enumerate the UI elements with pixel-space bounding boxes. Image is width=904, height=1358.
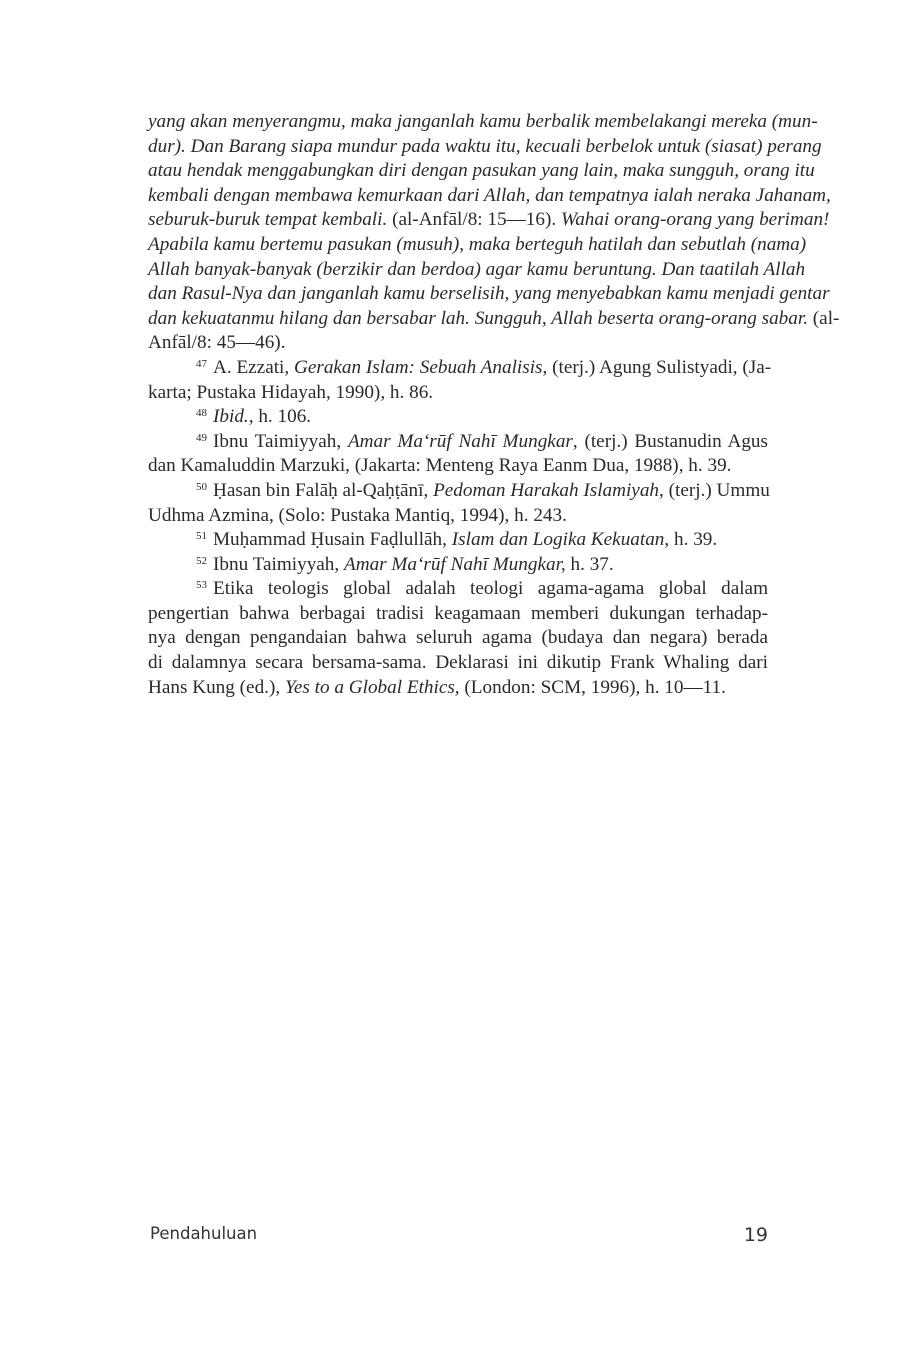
quote-line: Anfāl/8: 45—46). (148, 332, 286, 354)
quote-line: seburuk-buruk tempat kembali. (al-Anfāl/8: 15—16). Wahai orang-orang yang beriman! (148, 209, 830, 231)
quote-line: Apabila kamu bertemu pasukan (musuh), maka berteguh hatilah dan sebutlah (nama) (148, 233, 807, 255)
footnote-51: $^{51}$ Muḥammad Ḥusain Faḍlullāh, Islam dan Logika Kekuatan, h. 39. (196, 529, 718, 551)
quote-line: dan kekuatanmu hilang dan bersabar lah. Sungguh, Allah beserta orang-orang sabar. (al- (148, 307, 840, 329)
quote-line: yang akan menyerangmu, maka janganlah kamu berbalik membelakangi mereka (mun- (148, 111, 818, 132)
footnote-47-cont: karta; Pustaka Hidayah, 1990), h. 86. (148, 381, 434, 403)
quote-line: dur). Dan Barang siapa mundur pada waktu itu, kecuali berbelok untuk (siasat) perang (148, 135, 822, 157)
footnote-47: $^{47}$ A. Ezzati, Gerakan Islam: Sebuah Analisis, (terj.) Agung Sulistyadi, (Ja- (196, 356, 772, 378)
footnote-53: $^{53}$ Etika teologis global adalah teologi agama-agama global dalam (196, 578, 768, 600)
quote-line: Allah banyak-banyak (berzikir dan berdoa) agar kamu beruntung. Dan taatilah Allah (148, 258, 806, 280)
footnote-49: $^{49}$ Ibnu Taimiyyah, Amar Ma‘rūf Nahī Mungkar, (terj.) Bustanudin Agus (196, 430, 768, 452)
quote-line: dan Rasul-Nya dan janganlah kamu berselisih, yang menyebabkan kamu menjadi gentar (148, 283, 830, 305)
running-footer-section: Pendahuluan (150, 1224, 258, 1243)
footnote-53-cont: di dalamnya secara bersama-sama. Deklarasi ini dikutip Frank Whaling dari (148, 652, 768, 674)
page-number: 19 (743, 1224, 768, 1246)
footnote-50-cont: Udhma Azmina, (Solo: Pustaka Mantiq, 1994), h. 243. (148, 504, 567, 526)
footnote-53-cont: nya dengan pengandaian bahwa seluruh agama (budaya dan negara) berada (148, 627, 768, 649)
footnote-53-cont: pengertian bahwa berbagai tradisi keagamaan memberi dukungan terhadap- (148, 602, 768, 624)
page-body (148, 110, 840, 700)
quote-line: kembali dengan membawa kemurkaan dari Allah, dan tempatnya ialah neraka Jahanam, (148, 184, 831, 206)
footnote-49-cont: dan Kamaluddin Marzuki, (Jakarta: Menteng Raya Eanm Dua, 1988), h. 39. (148, 455, 732, 477)
footnote-53-cont: Hans Kung (ed.), Yes to a Global Ethics, (London: SCM, 1996), h. 10—11. (148, 676, 726, 698)
quote-line: atau hendak menggabungkan diri dengan pasukan yang lain, maka sungguh, orang itu (148, 160, 815, 182)
footnote-50: $^{50}$ Ḥasan bin Falāḥ al-Qaḥṭānī, Pedoman Harakah Islamiyah, (terj.) Ummu (196, 479, 770, 501)
footnote-48: $^{48}$ Ibid., h. 106. (196, 406, 312, 428)
footnote-52: $^{52}$ Ibnu Taimiyyah, Amar Ma‘rūf Nahī Mungkar, h. 37. (196, 553, 614, 575)
